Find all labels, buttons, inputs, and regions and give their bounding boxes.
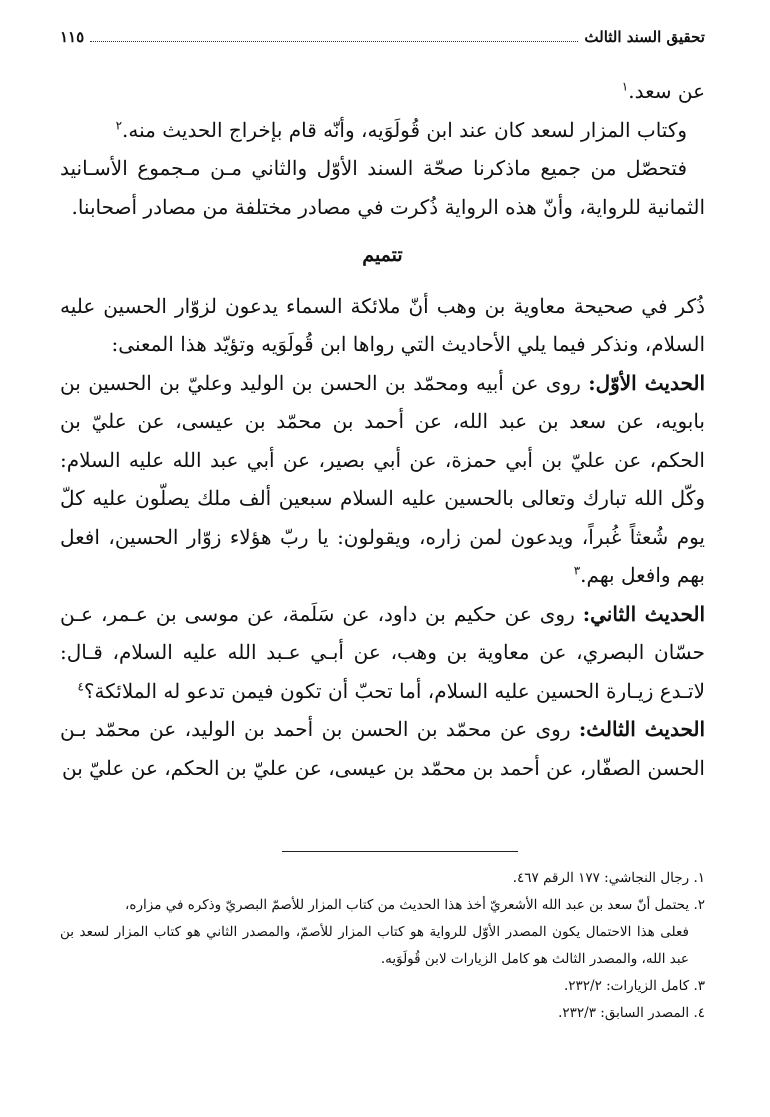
footnote-text: كامل الزيارات: ٢٣٢/٢. (563, 978, 690, 994)
paragraph-text: ذُكر في صحيحة معاوية بن وهب أنّ ملائكة السماء يدعون لزوّار الحسين‏ عليه السلام، ونذكر فيما يلي الأحاديث التي رواها ابن قُولَوَيه وتؤيّد هذا المعنى: (60, 293, 705, 356)
footnote (60, 892, 705, 919)
hadith-text: روى عن حكيم بن داود، عن سَلَمة، عن موسى بن عـمر، عـن حسّان البصري، عن معاوية بن وهب، عن أبـي عـبد الله‏ عليه السلام، قـال: لاتـدع زيـارة الحسين‏ عليه السلام، أما تحبّ أن تكون فيمن تدعو له الملائكة؟ (60, 601, 705, 703)
page-number: ١١٥ (60, 28, 85, 46)
hadith-text: روى عن أبيه ومحمّد بن الحسن بن الوليد وعليّ بن الحسين بن بابويه، عن سعد بن عبد الله، عن أحمد بن محمّد بن عيسى، عن عليّ بن الحكم، عن عليّ بن أبي حمزة، عن أبي بصير، عن أبي عبد الله‏ عليه السلام: وكّل الله تبارك وتعالى بالحسين‏ عليه السلام سبعين ألف ملك يصلّون عليه كلّ يوم شُعثاً غُبراً، ويدعون لمن زاره، ويقولون: يا ربّ هؤلاء زوّار الحسين، افعل بهم وافعل بهم. (60, 370, 705, 587)
paragraph-text: فتحصّل من جميع ماذكرنا صحّة السند الأوّل والثاني مـن مـجموع الأسـانيد الثمانية للرواية، وأنّ هذه الرواية ذُكرت في مصادر مختلفة من مصادر أصحابنا. (60, 156, 705, 219)
hadith-paragraph (60, 364, 705, 595)
footnotes (60, 865, 705, 1027)
footnote-marker[interactable]: ٢ (115, 117, 123, 132)
footnote-marker[interactable]: ٣ (573, 563, 581, 578)
footnote-text: فعلى هذا الاحتمال يكون المصدر الأوّل للرواية هو كتاب المزار للأصمّ، والمصدر الثاني هو كتاب المزار لسعد بن عبد الله، والمصدر الثالث هو كامل الزيارات لابن قُولَوَيه. (60, 924, 689, 967)
paragraph (60, 111, 705, 150)
running-head-title: تحقيق السند الثالث (584, 28, 705, 46)
book-page (60, 28, 705, 787)
footnote-text: رجال النجاشي: ١٧٧ الرقم ٤٦٧. (512, 870, 690, 886)
paragraph (60, 72, 705, 111)
paragraph (60, 287, 705, 364)
footnote-number: ١. (693, 870, 705, 886)
footnote-number: ٢. (693, 897, 705, 913)
main-text (60, 72, 705, 787)
hadith-paragraph (60, 710, 705, 787)
footnote-text: المصدر السابق: ٢٣٢/٣. (558, 1005, 690, 1021)
footnote (60, 973, 705, 1000)
paragraph (60, 149, 705, 226)
footnote-separator (282, 851, 518, 852)
hadith-lead: الحديث الأوّل: (588, 370, 706, 395)
footnote (60, 1000, 705, 1027)
hadith-lead: الحديث الثالث: (578, 717, 706, 741)
hadith-paragraph (60, 595, 705, 711)
footnote-number: ٤. (693, 1005, 705, 1021)
footnote-text: يحتمل أنّ سعد بن عبد الله الأشعريّ أخذ هذا الحديث من كتاب المزار للأصمّ البصريّ وذكره في مزاره، (125, 897, 690, 913)
hadith-text: روى عن محمّد بن الحسن بن أحمد بن الوليد، عن محمّد بـن الحسن الصفّار، عن أحمد بن محمّد بن عيسى، عن عليّ بن الحكم، عن عليّ بن (60, 717, 705, 780)
hadith-lead: الحديث الثاني: (582, 601, 706, 626)
running-head-dots (90, 41, 578, 42)
footnote-marker[interactable]: ١ (621, 79, 629, 94)
footnote-continuation (60, 919, 705, 973)
running-head (60, 28, 705, 56)
footnote-number: ٣. (693, 978, 705, 994)
footnote (60, 865, 705, 892)
paragraph-text: وكتاب المزار لسعد كان عند ابن قُولَوَيه، وأنّه قام بإخراج الحديث منه. (122, 117, 687, 142)
paragraph-text: عن سعد. (628, 79, 705, 103)
footnote-marker[interactable]: ٤ (77, 678, 84, 693)
section-title: تتميم (362, 244, 403, 266)
